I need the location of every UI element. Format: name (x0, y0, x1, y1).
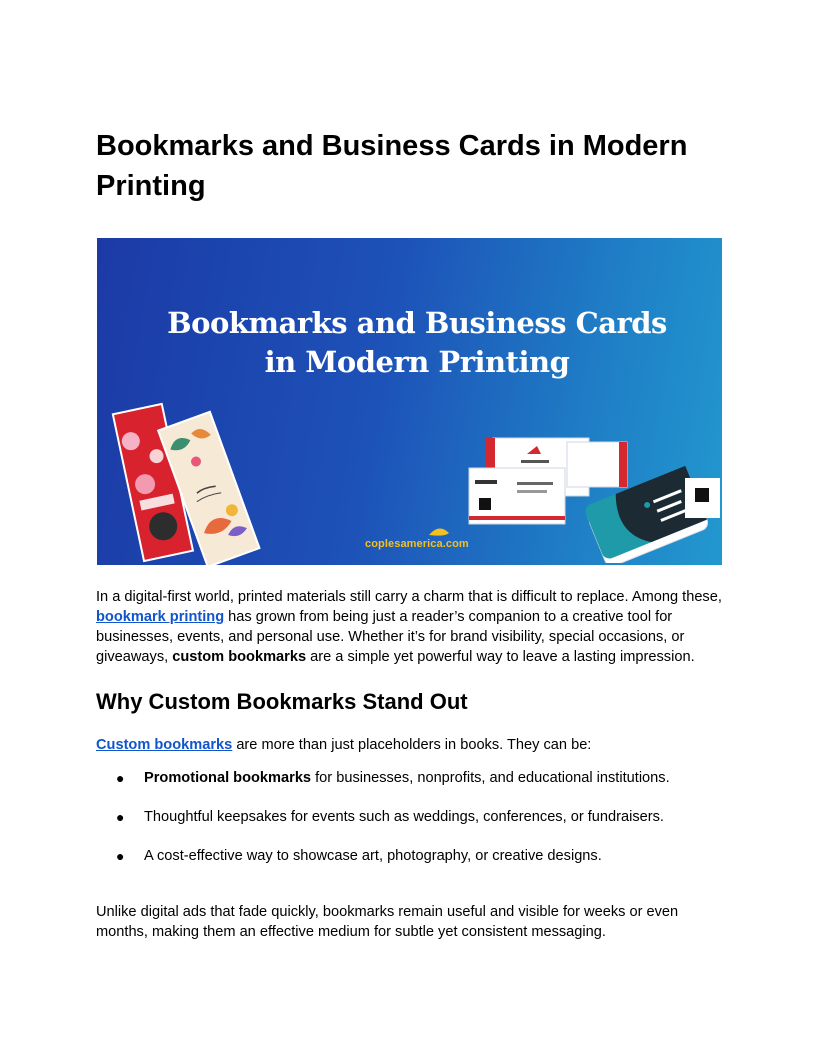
list-item-text: A cost-effective way to showcase art, photography, or creative designs. (144, 848, 602, 864)
list-item (96, 807, 716, 846)
bullet-icon: ● (116, 809, 125, 825)
custom-bookmarks-bold: custom bookmarks (172, 649, 307, 665)
section-lead-text: are more than just placeholders in books. They can be: (236, 737, 592, 753)
custom-bookmarks-link[interactable]: Custom bookmarks (96, 737, 233, 753)
section-lead (96, 735, 726, 755)
page-title: Bookmarks and Business Cards in Modern Printing (96, 130, 688, 202)
brand-name: coplesamerica.com (365, 538, 469, 550)
intro-text-2: has grown from being just a reader’s companion to a creative tool for businesses, events, and personal use. Whether it’s for brand visibility, special occasions, or giveaways, (96, 609, 685, 665)
list-item (96, 768, 716, 807)
list-item-text: Thoughtful keepsakes for events such as weddings, conferences, or fundraisers. (144, 809, 664, 825)
banner-title-line-1: Bookmarks and Business Cards (167, 306, 667, 340)
closing-paragraph: Unlike digital ads that fade quickly, bookmarks remain useful and visible for weeks or even months, making them an effective medium for subtle yet consistent messaging. (96, 904, 679, 940)
bookmarks-illustration (111, 398, 271, 565)
brand-logo (365, 525, 525, 555)
bullet-icon: ● (116, 770, 125, 786)
list-item-text: for businesses, nonprofits, and educational institutions. (315, 770, 670, 786)
intro-text-3: are a simple yet powerful way to leave a lasting impression. (310, 649, 695, 665)
list-item-bold: Promotional bookmarks (144, 770, 312, 786)
intro-text-1: In a digital-first world, printed materials still carry a charm that is difficult to replace. Among these, (96, 589, 722, 605)
hat-icon (427, 525, 451, 539)
bookmark-printing-link[interactable]: bookmark printing (96, 609, 225, 625)
intro-paragraph (96, 587, 726, 667)
bullet-icon: ● (116, 848, 125, 864)
hero-banner-image (97, 238, 722, 565)
banner-title (97, 304, 722, 382)
section-heading: Why Custom Bookmarks Stand Out (96, 689, 468, 714)
list-item (96, 846, 716, 885)
bullet-list (96, 768, 716, 885)
banner-title-line-2: in Modern Printing (264, 345, 570, 379)
